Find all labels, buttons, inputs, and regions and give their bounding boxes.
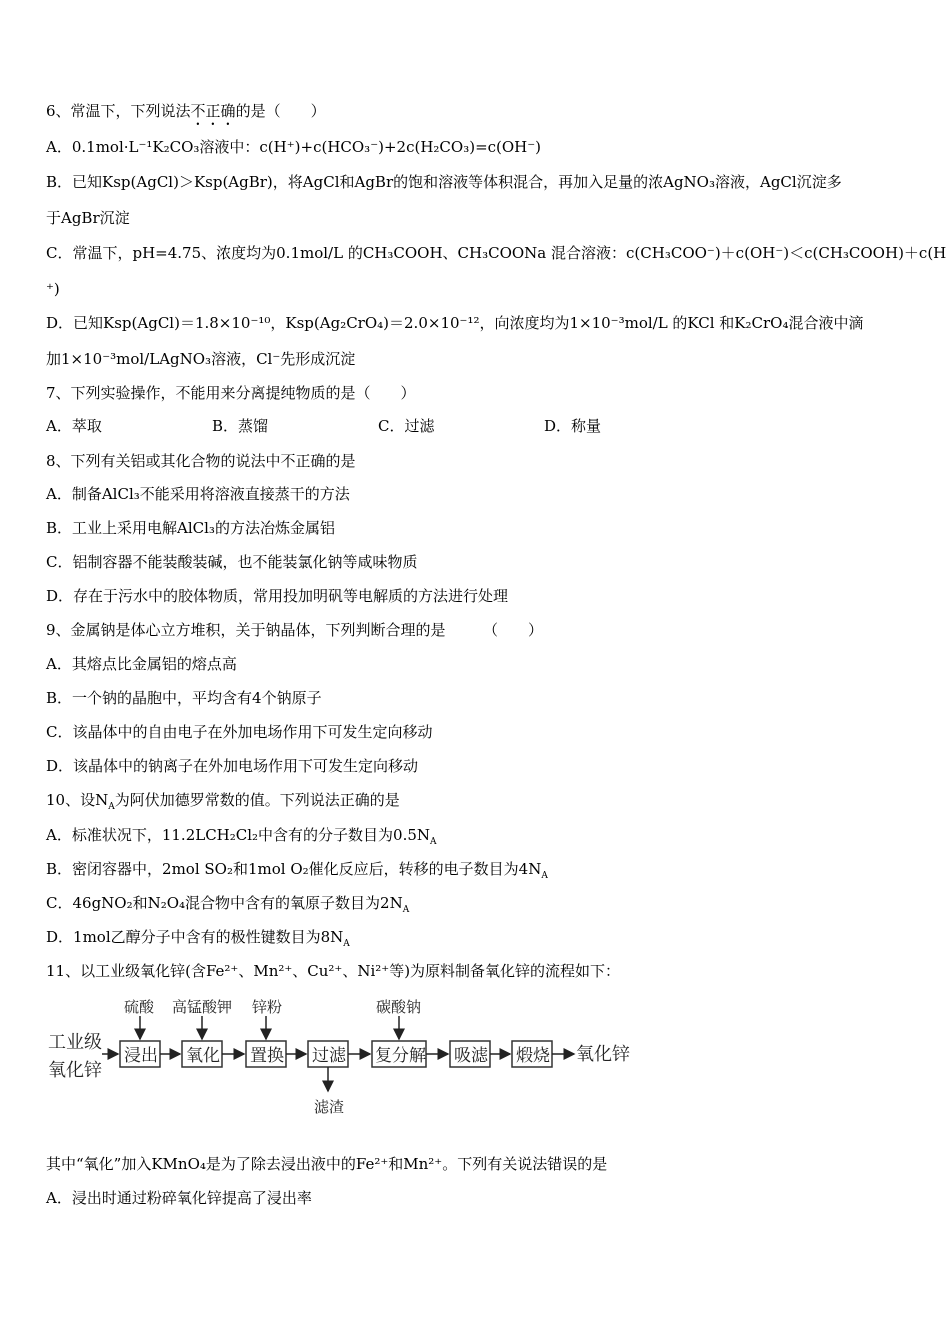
- q6-option-a: A．0.1mol·L⁻¹K₂CO₃溶液中：c(H⁺)+c(HCO₃⁻)+2c(H₂CO₃)=c(OH⁻): [46, 138, 542, 156]
- q9-stem: 9、金属钠是体心立方堆积，关于钠晶体，下列判断合理的是 （ ）: [46, 621, 544, 639]
- q10-option-a: A．标准状况下，11.2LCH₂Cl₂中含有的分子数目为$0.5N_A$: [46, 826, 437, 847]
- q10-option-b: B．密闭容器中，2mol SO₂和1mol O₂催化反应后，转移的电子数目为$4N_A$: [46, 860, 548, 881]
- q10-option-d: D．1mol乙醇分子中含有的极性键数目为$8N_A$: [46, 928, 350, 949]
- q7-option-d: D．称量: [544, 417, 602, 435]
- q7-stem: 7、下列实验操作，不能用来分离提纯物质的是（ ）: [46, 384, 416, 402]
- process-flow-diagram: [46, 996, 646, 1120]
- q10-option-c: C．46gNO₂和N₂O₄混合物中含有的氧原子数目为$2N_A$: [46, 894, 410, 915]
- q8-option-b: B．工业上采用电解AlCl₃的方法冶炼金属铝: [46, 519, 335, 537]
- q8-option-d: D．存在于污水中的胶体物质，常用投加明矾等电解质的方法进行处理: [46, 587, 509, 605]
- flow-step-calcine-label: 煅烧: [516, 1046, 550, 1066]
- q6-option-d: D．已知Ksp(AgCl)＝1.8×10⁻¹⁰，Ksp(Ag₂CrO₄)＝2.0×10⁻¹²，向浓度均为1×10⁻³mol/L 的KCl 和K₂CrO₄混合液中滴: [46, 314, 864, 332]
- q9-option-a: A．其熔点比金属铝的熔点高: [46, 655, 237, 673]
- flow-step-replace-label: 置换: [250, 1046, 284, 1066]
- q7-option-c: C．过滤: [378, 417, 435, 435]
- q6-option-b-cont: 于AgBr沉淀: [46, 209, 130, 227]
- q9-option-d: D．该晶体中的钠离子在外加电场作用下可发生定向移动: [46, 757, 419, 775]
- reagent-sodium-carbonate: 碳酸钠: [376, 998, 422, 1016]
- flow-start-line2: 氧化锌: [48, 1060, 102, 1081]
- flow-step-suction-label: 吸滤: [454, 1046, 488, 1066]
- flow-step-metathesis-label: 复分解: [375, 1046, 426, 1066]
- q6-option-b: B．已知Ksp(AgCl)＞Ksp(AgBr)，将AgCl和AgBr的饱和溶液等体积混合，再加入足量的浓AgNO₃溶液，AgCl沉淀多: [46, 173, 842, 191]
- q8-option-c: C．铝制容器不能装酸装碱，也不能装氯化钠等咸味物质: [46, 553, 418, 571]
- flow-start-line1: 工业级: [48, 1032, 102, 1053]
- q6-option-c: C．常温下，pH=4.75、浓度均为0.1mol/L 的CH₃COOH、CH₃COONa 混合溶液：c(CH₃COO⁻)＋c(OH⁻)＜c(CH₃COOH)＋c(H: [46, 244, 947, 262]
- flow-end-label: 氧化锌: [576, 1044, 630, 1065]
- reagent-kmno4: 高锰酸钾: [172, 998, 233, 1016]
- q11-stem: 11、以工业级氧化锌(含Fe²⁺、Mn²⁺、Cu²⁺、Ni²⁺等)为原料制备氧化锌的流程如下：: [46, 962, 621, 980]
- q7-options: [46, 416, 906, 436]
- q6-option-c-cont: ⁺): [46, 280, 60, 298]
- reagent-zinc-powder: 锌粉: [252, 998, 283, 1016]
- q9-option-b: B．一个钠的晶胞中，平均含有4个钠原子: [46, 689, 322, 707]
- q7-option-a: A．萃取: [46, 417, 102, 435]
- byproduct-residue: 滤渣: [314, 1098, 345, 1116]
- q6-stem: 6、常温下，下列说法不正确的是（ ）: [46, 102, 326, 120]
- q10-stem: 10、设$N_A$为阿伏加德罗常数的值。下列说法正确的是: [46, 791, 400, 812]
- reagent-sulfuric-acid: 硫酸: [124, 998, 155, 1016]
- q8-option-a: A．制备AlCl₃不能采用将溶液直接蒸干的方法: [46, 485, 350, 503]
- q7-option-b: B．蒸馏: [212, 417, 269, 435]
- q9-option-c: C．该晶体中的自由电子在外加电场作用下可发生定向移动: [46, 723, 433, 741]
- flow-step-leach-label: 浸出: [124, 1046, 158, 1066]
- flow-step-oxidize-label: 氧化: [186, 1046, 220, 1066]
- q6-emphasis: 不正确: [190, 102, 236, 120]
- q6-option-d-cont: 加1×10⁻³mol/LAgNO₃溶液，Cl⁻先形成沉淀: [46, 350, 356, 368]
- q8-stem: 8、下列有关铝或其化合物的说法中不正确的是: [46, 452, 356, 470]
- q11-option-a: A．浸出时通过粉碎氧化锌提高了浸出率: [46, 1189, 312, 1207]
- q11-after-text: 其中“氧化”加入KMnO₄是为了除去浸出液中的Fe²⁺和Mn²⁺。下列有关说法错误的是: [46, 1155, 608, 1173]
- flow-step-filter-label: 过滤: [312, 1046, 346, 1066]
